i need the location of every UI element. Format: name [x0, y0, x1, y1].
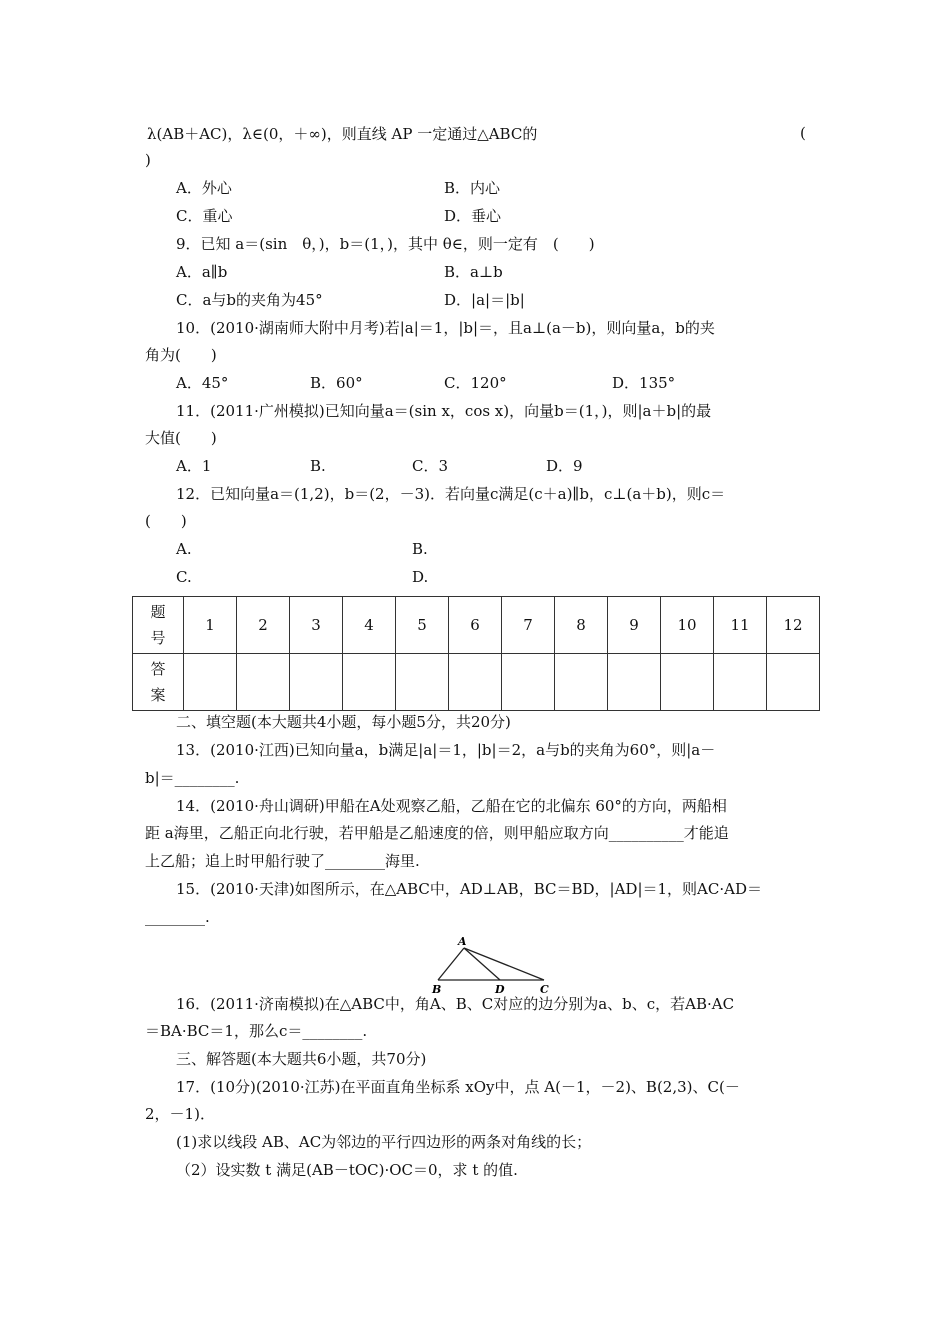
table-cell-number: 10: [661, 597, 714, 654]
q11-option-a: A．1: [176, 457, 212, 475]
q14-line1: 14．(2010·舟山调研)甲船在A处观察乙船，乙船在它的北偏东 60°的方向，两船相: [176, 797, 727, 815]
q10-line2: 角为( ): [145, 346, 217, 364]
q11-line1: 11．(2011·广州模拟)已知向量a＝(sin x，cos x)，向量b＝(1，)，则|a＋b|的最: [176, 402, 712, 420]
answer-cell[interactable]: [555, 654, 608, 711]
q15-line2: ________.: [145, 908, 210, 926]
q11-option-d: D．9: [546, 457, 583, 475]
answer-cell[interactable]: [290, 654, 343, 711]
table-row-numbers: [133, 597, 820, 654]
q15-line1: 15．(2010·天津)如图所示，在△ABC中，AD⊥AB，BC＝BD，|AD|＝1，则AC·AD＝: [176, 880, 762, 898]
label-a: A: [458, 935, 467, 948]
q12-line2: ( ): [145, 512, 187, 530]
q16-line1: 16．(2011·济南模拟)在△ABC中，角A、B、C对应的边分别为a、b、c，若AB·AC: [176, 995, 735, 1013]
q10-option-d: D．135°: [612, 374, 676, 392]
q8-paren-open: (: [800, 124, 806, 142]
q9-option-a: A．a∥b: [176, 263, 228, 281]
q9-stem: 9．已知 a＝(sin θ，)，b＝(1，)，其中 θ∈，则一定有 ( ): [176, 235, 595, 253]
q17-sub1: (1)求以线段 AB、AC为邻边的平行四边形的两条对角线的长；: [176, 1133, 592, 1151]
q8-stem: λ(AB＋AC)，λ∈(0，＋∞)，则直线 AP 一定通过△ABC的: [147, 125, 538, 143]
q12-option-c: C.: [176, 568, 192, 586]
q12-line1: 12．已知向量a＝(1,2)，b＝(2，－3)．若向量c满足(c＋a)∥b，c⊥(a＋b)，则c＝: [176, 485, 726, 503]
answer-cell[interactable]: [237, 654, 290, 711]
section-fill-in-title: 二、填空题(本大题共4小题，每小题5分，共20分): [176, 713, 511, 731]
q9-option-c: C．a与b的夹角为45°: [176, 291, 323, 309]
section-solve-title: 三、解答题(本大题共6小题，共70分): [176, 1050, 427, 1068]
q8-option-d: D．垂心: [444, 207, 502, 225]
q11-line2: 大值( ): [145, 429, 217, 447]
answer-table: [132, 596, 820, 711]
q14-line3: 上乙船；追上时甲船行驶了________海里.: [145, 852, 420, 870]
q13-line2: b|＝________.: [145, 769, 240, 787]
answer-cell[interactable]: [449, 654, 502, 711]
q16-line2: ＝BA·BC＝1，那么c＝________.: [145, 1022, 368, 1040]
table-cell-number: 5: [396, 597, 449, 654]
table-cell-number: 7: [502, 597, 555, 654]
q8-option-c: C．重心: [176, 207, 233, 225]
table-cell-number: 3: [290, 597, 343, 654]
label-d: D: [495, 983, 505, 996]
table-row-answers: [133, 654, 820, 711]
table-cell-number: 12: [767, 597, 820, 654]
q9-option-b: B．a⊥b: [444, 263, 503, 281]
q10-option-c: C．120°: [444, 374, 507, 392]
label-b: B: [432, 983, 442, 996]
q12-option-d: D.: [412, 568, 429, 586]
table-cell-number: 4: [343, 597, 396, 654]
q12-option-b: B.: [412, 540, 428, 558]
table-cell-number: 8: [555, 597, 608, 654]
segment-ac: [464, 948, 544, 980]
answer-cell[interactable]: [343, 654, 396, 711]
q17-sub2: （2）设实数 t 满足(AB－tOC)·OC＝0，求 t 的值.: [176, 1161, 518, 1179]
q10-option-a: A．45°: [176, 374, 229, 392]
table-cell-number: 9: [608, 597, 661, 654]
segment-ad: [464, 948, 500, 980]
table-cell-number: 6: [449, 597, 502, 654]
label-c: C: [540, 983, 549, 996]
q17-line2: 2，－1)．: [145, 1105, 215, 1123]
q12-option-a: A.: [176, 540, 192, 558]
table-head-answer: 答 案: [133, 654, 184, 711]
answer-cell[interactable]: [502, 654, 555, 711]
triangle-figure: [428, 934, 558, 996]
q13-line1: 13．(2010·江西)已知向量a，b满足|a|＝1，|b|＝2，a与b的夹角为60°，则|a－: [176, 741, 716, 759]
segment-ab: [438, 948, 464, 980]
q10-line1: 10．(2010·湖南师大附中月考)若|a|＝1，|b|＝，且a⊥(a－b)，则向量a，b的夹: [176, 319, 715, 337]
q11-option-b: B.: [310, 457, 326, 475]
q8-option-b: B．内心: [444, 179, 501, 197]
answer-cell[interactable]: [184, 654, 237, 711]
q9-option-d: D．|a|＝|b|: [444, 291, 525, 309]
answer-cell[interactable]: [396, 654, 449, 711]
table-head-number: 题 号: [133, 597, 184, 654]
q17-line1: 17．(10分)(2010·江苏)在平面直角坐标系 xOy中，点 A(－1，－2)、B(2,3)、C(－: [176, 1078, 740, 1096]
answer-cell[interactable]: [661, 654, 714, 711]
q10-option-b: B．60°: [310, 374, 363, 392]
q8-paren-close: ): [145, 151, 151, 169]
table-cell-number: 2: [237, 597, 290, 654]
answer-cell[interactable]: [714, 654, 767, 711]
q11-option-c: C．3: [412, 457, 449, 475]
table-cell-number: 1: [184, 597, 237, 654]
q8-option-a: A．外心: [176, 179, 232, 197]
table-cell-number: 11: [714, 597, 767, 654]
q14-line2: 距 a海里，乙船正向北行驶，若甲船是乙船速度的倍，则甲船应取方向__________才能追: [145, 824, 729, 842]
answer-cell[interactable]: [767, 654, 820, 711]
answer-cell[interactable]: [608, 654, 661, 711]
